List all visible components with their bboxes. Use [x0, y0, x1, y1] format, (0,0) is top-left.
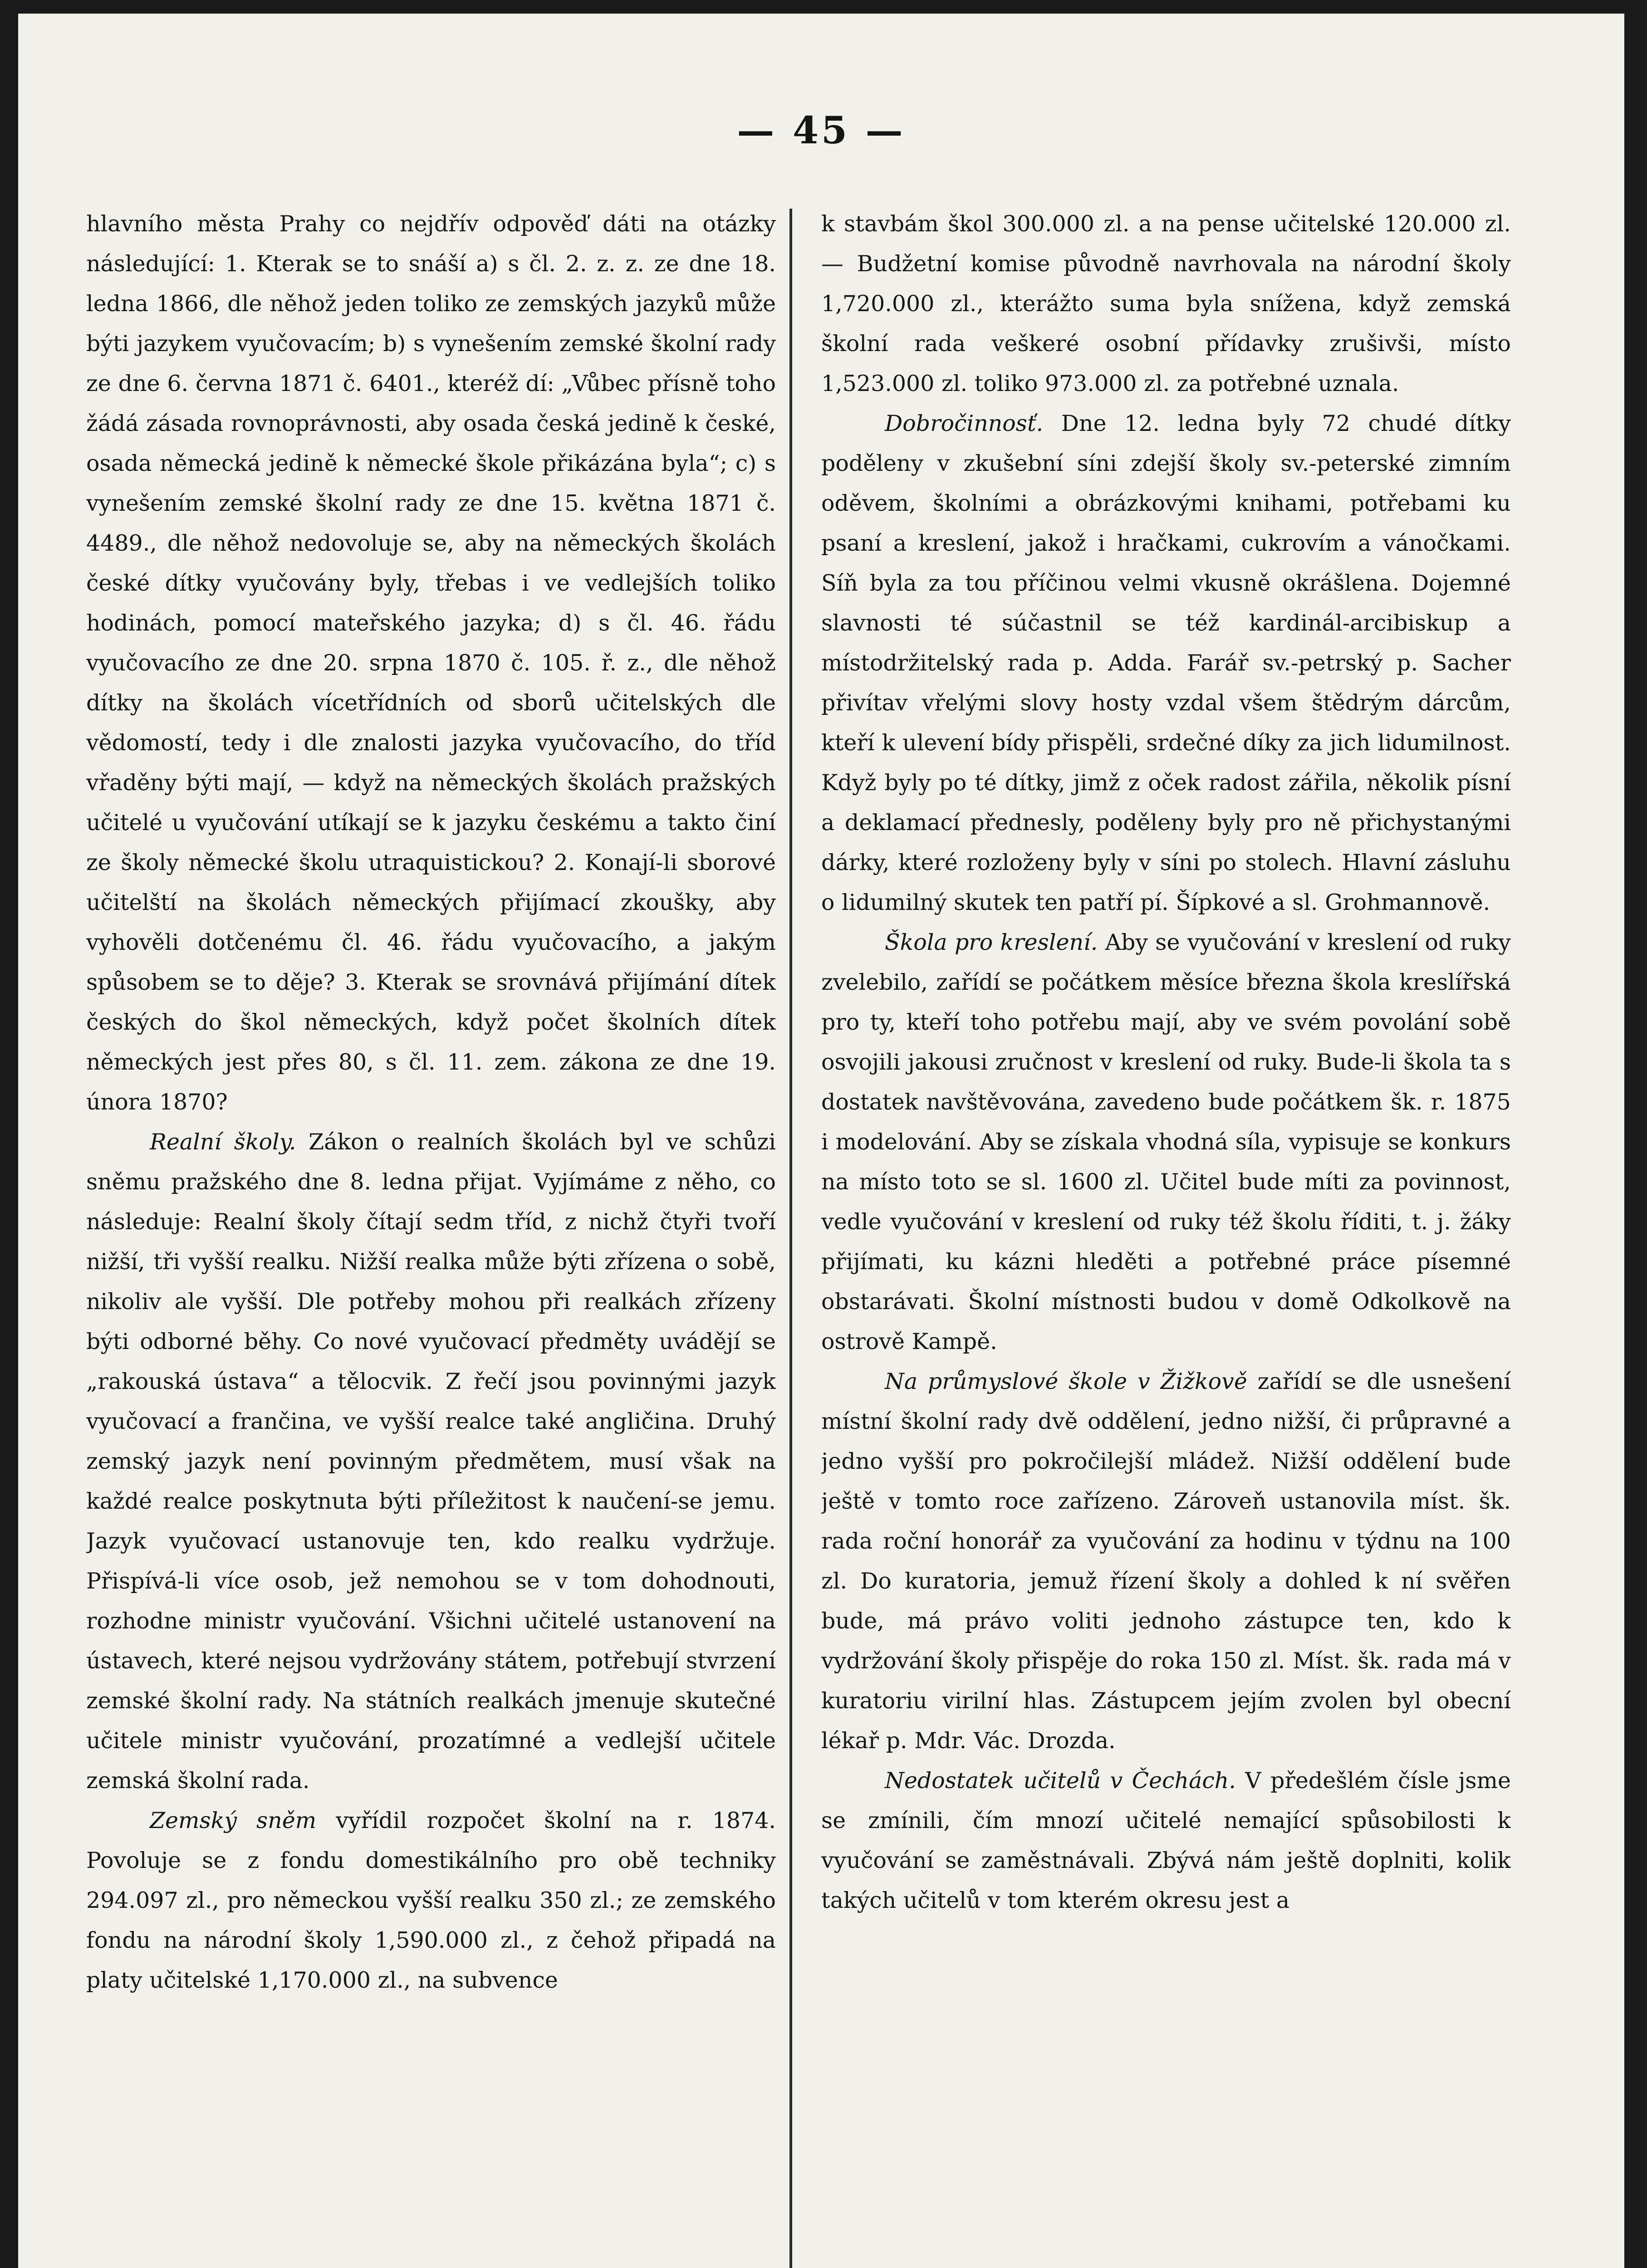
- book-page: [18, 14, 1624, 2268]
- paragraph-text: Dne 12. ledna byly 72 chudé dítky poděleny v zkušební síni zdejší školy sv.-peterské zimním oděvem, školními a obrázkovými knihami, potřebami ku psaní a kreslení, jakož i hračkami, cukrovím a vánočkami. Síň byla za tou příčinou velmi vkusně okrášlena. Dojemné slavnosti té súčastnil se též kardinál-arcibiskup a místodržitelský rada p. Adda. Farář sv.-petrský p. Sacher přivítav vřelými slovy hosty vzdal všem štědrým dárcům, kteří k ulevení bídy přispěli, srdečné díky za jich lidumilnost. Když byly po té dítky, jimž z oček radost zářila, několik písní a deklamací přednesly, poděleny byly pro ně přichystanými dárky, které rozloženy byly v síni po stolech. Hlavní zásluhu o lidumilný skutek ten patří pí. Šípkové a sl. Grohmannově.: [821, 411, 1511, 915]
- right-column: [821, 204, 1511, 2268]
- section-heading: Realní školy.: [150, 1129, 296, 1155]
- paragraph-zemsky-snem: [86, 1801, 776, 2000]
- paragraph-text: V předešlém čísle jsme se zmínili, čím mnozí učitelé nemající spůsobilosti k vyučování se zaměstnávali. Zbývá nám ještě doplniti, kolik takých učitelů v tom kterém okresu jest a: [821, 1768, 1511, 1913]
- left-column: [86, 204, 776, 2268]
- paragraph-text: Aby se vyučování v kreslení od ruky zvelebilo, zařídí se počátkem měsíce března škola kreslířská pro ty, kteří toho potřebu mají, aby ve svém povolání sobě osvojili jakousi zručnost v kreslení od ruky. Bude-li škola ta s dostatek navštěvována, zavedeno bude počátkem šk. r. 1875 i modelování. Aby se získala vhodná síla, vypisuje se konkurs na místo toto se sl. 1600 zl. Učitel bude míti za povinnost, vedle vyučování v kreslení od ruky též školu říditi, t. j. žáky přijímati, ku kázni hleděti a potřebné práce písemné obstarávati. Školní místnosti budou v domě Odkolkově na ostrově Kampě.: [821, 929, 1511, 1354]
- section-heading: Dobročinnosť.: [885, 411, 1044, 436]
- paragraph-text: Zákon o realních školách byl ve schůzi sněmu pražského dne 8. ledna přijat. Vyjímáme z něho, co následuje: Realní školy čítají sedm tříd, z nichž čtyři tvoří nižší, tři vyšší realku. Nižší realka může býti zřízena o sobě, nikoliv ale vyšší. Dle potřeby mohou při realkách zřízeny býti odborné běhy. Co nové vyučovací předměty uvádějí se „rakouská ústava“ a tělocvik. Z řečí jsou povinnými jazyk vyučovací a frančina, ve vyšší realce také angličina. Druhý zemský jazyk není povinným předmětem, musí však na každé realce poskytnuta býti příležitost k naučení-se jemu. Jazyk vyučovací ustanovuje ten, kdo realku vydržuje. Přispívá-li více osob, jež nemohou se v tom dohodnouti, rozhodne ministr vyučování. Všichni učitelé ustanovení na ústavech, které nejsou vydržovány státem, potřebují stvrzení zemské školní rady. Na státních realkách jmenuje skutečné učitele ministr vyučování, prozatímné a vedlejší učitele zemská školní rada.: [86, 1129, 776, 1794]
- paragraph-prumyslova-skola: [821, 1362, 1511, 1761]
- paragraph-text: zařídí se dle usnešení místní školní rady dvě oddělení, jedno nižší, či průpravné a jedno vyšší pro pokročilejší mládež. Nižší oddělení bude ještě v tomto roce zařízeno. Zároveň ustanovila míst. šk. rada roční honorář za vyučování za hodinu v týdnu na 100 zl. Do kuratoria, jemuž řízení školy a dohled k ní svěřen bude, má právo voliti jednoho zástupce ten, kdo k vydržování školy přispěje do roka 150 zl. Míst. šk. rada má v kuratoriu virilní hlas. Zástupcem jejím zvolen byl obecní lékař p. Mdr. Vác. Drozda.: [821, 1369, 1511, 1754]
- section-heading: Na průmyslové škole v Žižkově: [885, 1369, 1247, 1394]
- section-heading: Škola pro kreslení.: [885, 929, 1098, 955]
- paragraph-nedostatek-ucitelu: [821, 1761, 1511, 1921]
- paragraph-questions: [86, 204, 776, 1122]
- page-number: — 45 —: [737, 109, 906, 152]
- section-heading: Nedostatek učitelů v Čechách.: [885, 1768, 1236, 1794]
- section-heading: Zemský sněm: [150, 1808, 317, 1833]
- paragraph-text: k stavbám škol 300.000 zl. a na pense učitelské 120.000 zl. — Budžetní komise původně navrhovala na národní školy 1,720.000 zl., kterážto suma byla snížena, když zemská školní rada veškeré osobní přídavky zrušivši, místo 1,523.000 zl. toliko 973.000 zl. za potřebné uznala.: [821, 211, 1511, 396]
- column-divider: [789, 209, 792, 2268]
- paragraph-dobrocinnost: [821, 404, 1511, 923]
- paragraph-text: hlavního města Prahy co nejdřív odpověď dáti na otázky následující: 1. Kterak se to snáší a) s čl. 2. z. z. ze dne 18. ledna 1866, dle něhož jeden toliko ze zemských jazyků může býti jazykem vyučovacím; b) s vynešením zemské školní rady ze dne 6. června 1871 č. 6401., kteréž dí: „Vůbec přísně toho žádá zásada rovnoprávnosti, aby osada česká jedině k české, osada německá jedině k německé škole přikázána byla“; c) s vynešením zemské školní rady ze dne 15. května 1871 č. 4489., dle něhož nedovoluje se, aby na německých školách české dítky vyučovány byly, třebas i ve vedlejších toliko hodinách, pomocí mateřského jazyka; d) s čl. 46. řádu vyučovacího ze dne 20. srpna 1870 č. 105. ř. z., dle něhož dítky na školách vícetřídních od sborů učitelských dle vědomostí, tedy i dle znalosti jazyka vyučovacího, do tříd vřaděny býti mají, — když na německých školách pražských učitelé u vyučování utíkají se k jazyku českému a takto činí ze školy německé školu utraquistickou? 2. Konají-li sborové učitelští na školách německých přijímací zkoušky, aby vyhověli dotčenému čl. 46. řádu vyučovacího, a jakým spůsobem se to děje? 3. Kterak se srovnává přijímání dítek českých do škol německých, když počet školních dítek německých jest přes 80, s čl. 11. zem. zákona ze dne 19. února 1870?: [86, 211, 776, 1115]
- paragraph-realni-skoly: [86, 1122, 776, 1801]
- paragraph-skola-kresleni: [821, 923, 1511, 1362]
- paragraph-budget-continued: [821, 204, 1511, 404]
- paragraph-text: vyřídil rozpočet školní na r. 1874. Povoluje se z fondu domestikálního pro obě techniky 294.097 zl., pro německou vyšší realku 350 zl.; ze zemského fondu na národní školy 1,590.000 zl., z čehož připadá na platy učitelské 1,170.000 zl., na subvence: [86, 1808, 776, 1993]
